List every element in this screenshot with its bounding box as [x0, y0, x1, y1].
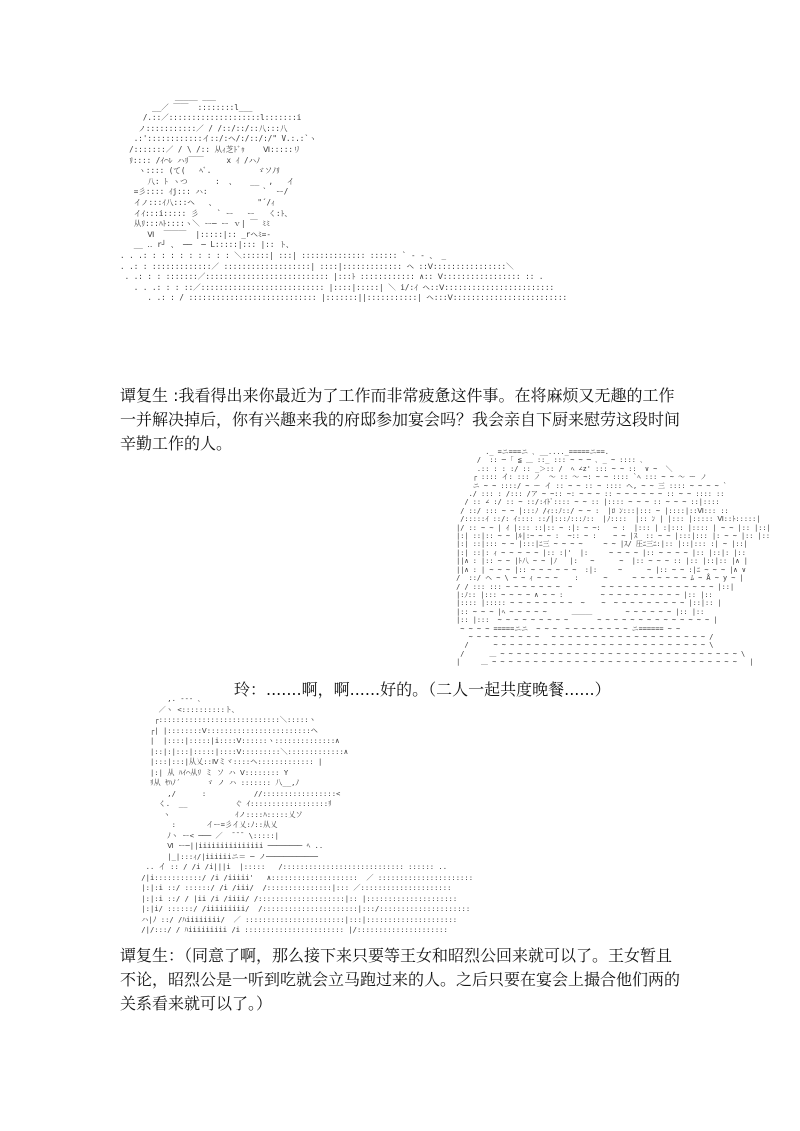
ascii-art-line: ┌ :::: イ: ::: ノ ～ :: ～ ~: ~ ~ :::: `ﾍ ::: ~ ~ ～ ー ノ	[452, 473, 707, 482]
ascii-art-line: ._ =ニ===ニ ､ __...._=====ニ==.	[452, 448, 609, 456]
ascii-art-line: ┌| |::::::::Ⅴ::::::::::::::::::::::::ヘ	[124, 725, 318, 735]
ascii-art-line: . .: : / :::::::::::::::::::::::::::: |:::::::||:::::::::::| ヘ:::Ⅴ:::::::::::::::::::::::::	[120, 293, 568, 303]
ascii-art-line: . .: : :::::::::::::／ :::::::::::::::::::| ::::|::::::::::::: ヘ ::Ⅴ::::::::::::::::＼	[120, 261, 514, 271]
ascii-art-line: /|/:::/ / ﾊiiiiiiiii /i ::::::::::::::::::::::: |/:::::::::::::::::::::	[124, 925, 448, 934]
ascii-art-line: _____ ___	[120, 92, 217, 101]
ascii-art-line: | |::::|:::::|i::::Ⅴ::::::ヽ::::::::::::::∧	[124, 736, 340, 745]
ascii-art-line: ./ ::: : /::: /ア ~ ~:: ~: ~ ~ ~ :: ~ ~ ~ ~ ~ ~ :: ~ ~ :::: ::	[452, 490, 725, 499]
ascii-art-line: / :: ∠ :/ :: ~ ::/:ｲﾄﾞ:::: ~ ~ :: |:::: ~ ~ ~ :: ~ ~ ~ ::|::::	[452, 498, 720, 507]
ascii-art-line: . . .: : : : : : : : : : ＼::::::| :::| :::::::::::::: :::::: ` ‐ ‐ 、 _	[120, 250, 447, 260]
ascii-art-line: .:: : : :/ :: _＞:: / ﾍ ∠z' ::: ~ ~ :: ∨ ~ ＼	[452, 464, 673, 473]
ascii-art-line: ~ ~ ~ ~ ~ ~ ~ ~ ~ ~ ~ ~ ~ ~ ~ ~ ~ ~ ~ ~ ~ ~ ~ ~ ~ ~ ~ ~ /	[452, 632, 714, 641]
ascii-art-line: ||∧ : | ~ ~ ~ |:: ~ ~ ~ ~ ~ ~ :|: ~ ~ |:: ~ ~ :|ﾆ ~ ~ ~ |∧ ∨	[452, 565, 746, 574]
ascii-art-line: |:::: |::::: ~ ~ ~ ~ ~ ~ ~ ~ ~ ~ ~ ~ ~ ~ ~ ~ ~ ~ ~ |::|:: |	[452, 599, 722, 608]
ascii-art-line: / ＿ ~ ~ ~ ~ ~ ~ ~ ~ ~ ~ ~ ~ ~ ~ ~ ~ ~ ~ ~ ~ ~ ~ ~ ~ ~ ~ ~ ~ ~ \	[452, 649, 746, 658]
ascii-art-ling	[452, 448, 771, 667]
ascii-art-line: ノ:::::::::::／ / /::/::/::八:::八	[120, 123, 288, 133]
ascii-art-line: |:| 从 ﾊｲ⌒从ﾘ ミ ソ ハ Ⅴ:::::::: Y	[124, 767, 289, 777]
ascii-art-line: |:: ~ ~ ~ |ﾍ ~ ~ ~ ~ ~ ＿＿＿ ~ ~ ~ ~ ~ ~ |:: |::	[452, 607, 705, 616]
ascii-art-line: |:ﾉ:: |::: ~ ~ ~ ~ ∧ ~ ~ : ~ ~ ~ ~ ~ ~ ~ ~ ~ ~ |:: |::	[452, 590, 713, 599]
ascii-art-line: /:::::::／ / \ /:: 从ｨ芝ﾄﾞｩ Ⅵ:::::リ	[120, 144, 301, 154]
ascii-art-line: | ＿ ~ ~ ~ ~ ~ ~ ~ ~ ~ ~ ~ ~ ~ ~ ~ ~ ~ ~ ~ ~ ~ ~ ~ ~ ~ ~ ~ ~ ~ ~ |	[452, 658, 754, 667]
ascii-art-line: .. イ :: / /i /i|||i |::::: /:::::::::::::::::::::::::::: :::::: ..	[124, 862, 448, 871]
ascii-art-line: __／ ￣￣ ::::::::l___	[120, 102, 253, 112]
ascii-art-line: |:|:i ::/ / |ii /i /iiii/ /::::::::::::::::::::|:: |:::::::::::::::::::::	[124, 893, 458, 903]
ascii-art-line: く. __ ぐ ｲ::::::::::::::::::ﾘ	[124, 799, 332, 808]
ascii-art-line: / ~ ~ ~ ~ ~ ~ ~ ~ ~ ~ ~ ~ ~ ~ ~ ~ ~ ~ ~ ~ ~ ~ ~ ~ ~ ~ \	[452, 641, 714, 650]
ascii-art-tan-fusheng-2	[124, 694, 473, 936]
ascii-art-line: __ ‥ r┘ 、 ── ─ L:::::|::: |:: ト、	[120, 240, 294, 250]
ascii-art-line: /|i:::::::::::/ /i /iiiii' ∧:::::::::::::::::::: ／ ::::::::::::::::::::::	[124, 872, 474, 882]
ascii-art-line: ||∧ : |:: ~ ~ |ﾄ八 ~ ~ |ﾉ |: ~ ~ |:: ~ ~ ~ :: |:: |::|:: |∧ |	[452, 557, 748, 566]
ascii-art-line: イｲ:::i::::: 彡 ` ー ー く:ﾄ、	[120, 208, 293, 218]
ascii-art-line: イノ:::ｲ八:::ヘ 、 "´/ｨ	[120, 197, 275, 207]
dialogue-ling: 玲：.......啊，啊......好的。（二人一起共度晚餐......）	[234, 680, 611, 699]
ascii-art-line: |:: |::: ~ ~ ~ ~ ~ ~ ~ ~ ~ ~ ~ ~ ~ ~ ~ ~ ~ ~ ~ ~ ~ ~ ~ |	[452, 616, 718, 625]
dialogue-tan-fusheng-2: 谭复生：（同意了啊，那么接下来只要等王女和昭烈公回来就可以了。王女暂且不论，昭烈公是一听到吃就会立马跑过来的人。之后只要在宴会上撮合他们两的关系看来就可以了。）	[120, 946, 681, 1013]
ascii-art-line: |:|i/ ::::::/ /iiiiiiiii/ /::::::::::::::::::::::|:::/:::::::::::::::::::::	[124, 904, 471, 913]
ascii-art-line: ヽ ｲノ::::ﾊ:::::乂ソ	[124, 809, 303, 819]
ascii-art-line: |:| ::|:: ~ ~ |ﾙ|:~ ~ ~ : ~:: ~ : ~ ~ |ｽ :: ~ ~ |:::|::: |: ~ ~ |:: |::	[452, 532, 771, 541]
ascii-art-line: =彡:::: ｲj::: ハ: ` ー/	[120, 187, 289, 197]
ascii-art-line: |:|:i ::/ ::::::/ /i /iii/ /:::::::::::::::|::: ／:::::::::::::::::::::	[124, 883, 452, 892]
ascii-art-line: 从ﾘ:::ﾊﾄ::::ヽ＼ ー─ ー ｖ| ￣ ﾐﾐ	[120, 219, 270, 229]
ascii-art-line: |:::|:::|从乂::Ⅳミヾ::::ヘ::::::::::::: |	[124, 757, 323, 766]
ascii-art-line: ヽ:::: (て( ﾍﾞ. ゞソﾉﾘ	[120, 166, 280, 176]
ascii-art-line: |::|:|:::|:::::|::::Ⅴ:::::::::＼:::::::::::::∧	[124, 746, 349, 756]
ascii-art-line: ﾉヽ ー< ─── ／ ¯¯¯ \:::::|	[124, 830, 279, 840]
ascii-art-tan-fusheng-1	[120, 92, 567, 304]
ascii-art-line: /.::／::::::::::::::::::::l:::::::i	[120, 113, 302, 123]
dialogue-tan-fusheng-1: 谭复生 :我看得出来你最近为了工作而非常疲惫这件事。在将麻烦又无趣的工作一并解决掉后，你有兴趣来我的府邸参加宴会吗？我会亲自下厨来慰劳这段时间辛勤工作的人。	[120, 386, 681, 453]
ascii-art-line: ／ヽ <::::::::::ト、	[124, 704, 239, 714]
ascii-art-line: |:| ::|: ｨ ~ ~ ~ ~ ~ |:: :|' |: ~ ~ ~ ~ |:: ~ ~ ~ ~ |:: |::|: |::	[452, 548, 746, 557]
ascii-art-line: : イー=彡イ乂:ﾉ::从乂	[124, 820, 278, 829]
ascii-art-line: 八: ﾄ ヽつ : 、 __ , イ	[120, 176, 295, 186]
ascii-art-line: .:'::::::::::::イ::/:ヘ/:/::/:/" V.:.:`ヽ	[120, 134, 317, 144]
ascii-art-line: . .: : : :::::::／::::::::::::::::::::::::::: |:::ﾄ :::::::::::: ∧:: Ⅴ::::::::::::::::: :: .	[120, 272, 544, 282]
ascii-art-line: |_|:::ｨ/|iiiiiiニ＝ ─ ノ────────────	[124, 851, 318, 861]
ascii-art-line: / ::/ ヘ ~ \ ~ ~ ｨ ~ ~ ~ : ~ ~ ~ ~ ~ ~ ~ ~ ﾑ ~ Å ~ y ~ |	[452, 574, 744, 583]
ascii-art-line: / ::/ ::: ~ ~ |:::ﾉ /ｨ::ﾉ::/ ~ ~ : |ﾛ ﾝ:::|::: ~ |::::|::Ⅵ::: ::	[452, 506, 729, 515]
ascii-art-line: ﾘ:::: /ｲ⌒ﾚ ハﾘ￣￣ x ｲ /ハﾉ	[120, 155, 261, 165]
ascii-art-line: / / ::: ::: ~ ~ ~ ~ ~ ~ ~ ~ ~ ~ ~ ~ ~ ~ ~ ~ ~ ~ ~ ~ ~ ~ |::|	[452, 582, 735, 591]
ascii-art-line: |/ :: ~ ~ | ｲ |::: ::|:: ~ :|: ~ ~: ~ : |::: | :|::: |:::: | ~ ~ |:: |::|	[452, 523, 771, 532]
ascii-art-line: ,/ : //:::::::::::::::::<	[124, 788, 341, 798]
ascii-art-line: . . .: : : ::／::::::::::::::::::::::::::: |::::|:::::| ＼ i/:ｲ ヘ::Ⅴ::::::::::::::::::::::::	[120, 282, 555, 292]
ascii-art-line: ﾘ从 ﾔﾊﾉ´ ゞ ノ ハ ::::::: 八__,ﾉ	[124, 778, 300, 787]
ascii-art-line: Ⅵ ー─||iiiiiiiiiiiiiii ──────── ﾍ ..	[124, 841, 324, 850]
ascii-art-line: /:::::ｲ ::/: ｲ:::: ::/|:::ﾉ:::ﾉ:: |ﾉ:::: |:: ﾝ | |::: |::::: Ⅵ::ﾄ:::::|	[452, 515, 761, 524]
ascii-art-line: ,. -‐- ､	[124, 694, 202, 703]
ascii-art-line: |:| ::|::: ~ ~ |:::|ﾆ三 ~ ~ ~ ~ ~ ~ |ｽ/ 圧ﾆ三ﾆ:|:: |::|::: :| ~ |::|	[452, 540, 748, 549]
ascii-art-line: ニ ~ ~ ::::/ ~ ー イ :: ~ ~ :: ~ :::: ヘ, ~ ~ 三 :::: ~ ~ ~ ~ `	[452, 481, 728, 490]
ascii-art-line: ハ|ﾉ ::/ /ﾊiiiiiiii/ ／ :::::::::::::::::::::::|:::|:::::::::::::::::::::	[124, 914, 458, 924]
ascii-art-line: ~ ~ ~ ~ =====ニニ ~ ~ ~ ~ ~ ~ ~ ~ ~ ~ ~ ニ====== ~ ~	[452, 624, 681, 633]
ascii-art-line: ┌::::::::::::::::::::::::::::＼:::::ヽ	[124, 715, 316, 724]
ascii-art-line: Ⅵ ￣￣￣ |:::::|:: _rヘﾐ=-	[120, 229, 271, 239]
ascii-art-line: / :: ─ ｢ ≦ ＿ ::_ ::: ~ ~ ─ ､ _ ~ :::: ､	[452, 456, 644, 465]
